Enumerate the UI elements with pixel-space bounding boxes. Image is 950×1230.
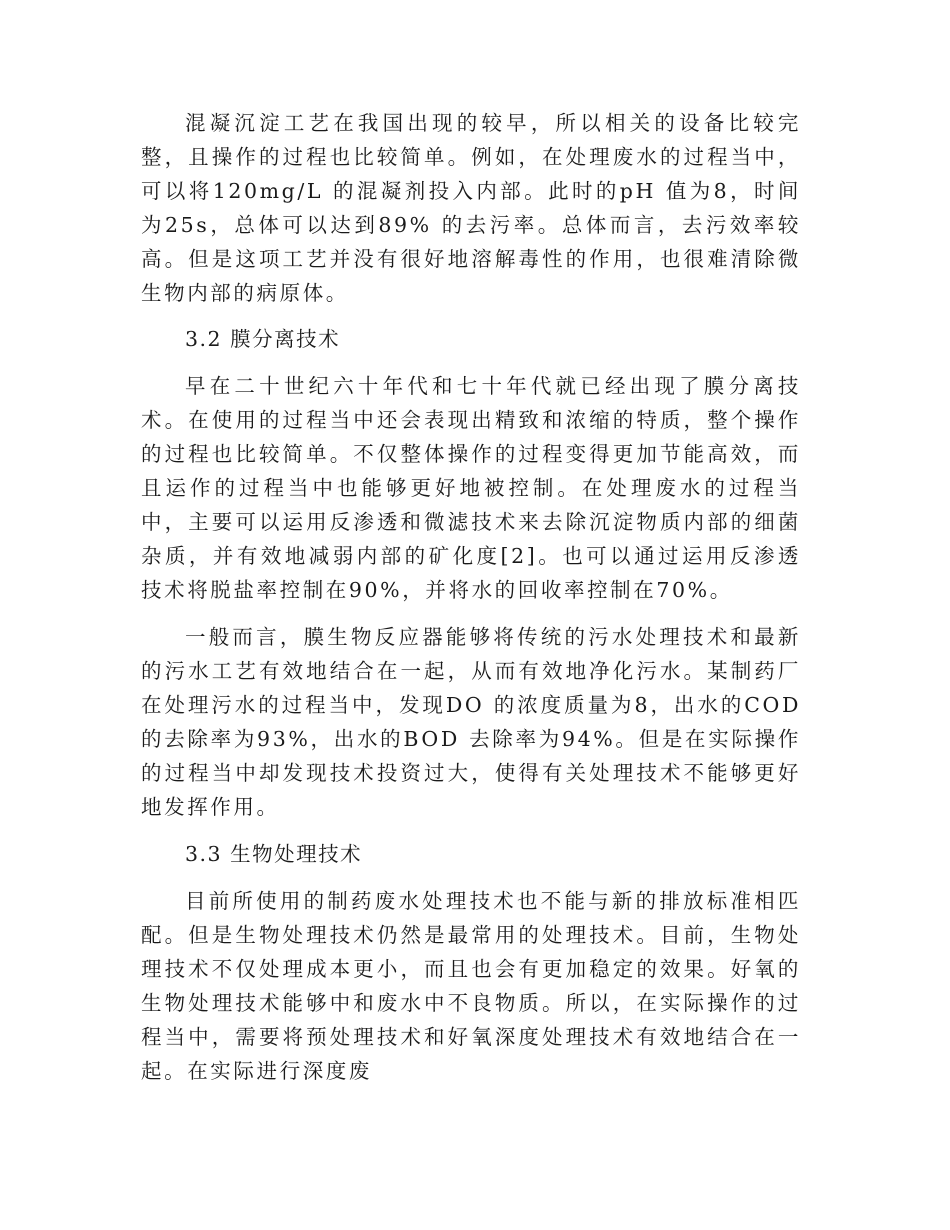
paragraph-membrane-separation: 早在二十世纪六十年代和七十年代就已经出现了膜分离技术。在使用的过程当中还会表现出精致和浓缩的特质，整个操作的过程也比较简单。不仅整体操作的过程变得更加节能高效，而且运作的过程当中也能够更好地被控制。在处理废水的过程当中，主要可以运用反渗透和微滤技术来去除沉淀物质内部的细菌杂质，并有效地减弱内部的矿化度[2]。也可以通过运用反渗透技术将脱盐率控制在90%，并将水的回收率控制在70%。 (141, 374, 801, 602)
section-heading-3-2: 3.2 膜分离技术 (185, 327, 341, 351)
document-page (141, 106, 801, 1088)
section-heading-3-3: 3.3 生物处理技术 (185, 842, 363, 866)
paragraph-biological-treatment: 目前所使用的制药废水处理技术也不能与新的排放标准相匹配。但是生物处理技术仍然是最常用的处理技术。目前，生物处理技术不仅处理成本更小，而且也会有更加稳定的效果。好氧的生物处理技术能够中和废水中不良物质。所以，在实际操作的过程当中，需要将预处理技术和好氧深度处理技术有效地结合在一起。在实际进行深度废 (141, 889, 801, 1083)
paragraph-membrane-bioreactor: 一般而言，膜生物反应器能够将传统的污水处理技术和最新的污水工艺有效地结合在一起，从而有效地净化污水。某制药厂在处理污水的过程当中，发现DO 的浓度质量为8，出水的COD 的去除率为93%，出水的BOD 去除率为94%。但是在实际操作的过程当中却发现技术投资过大，使得有关处理技术不能够更好地发挥作用。 (141, 625, 801, 819)
paragraph-coagulation-sedimentation: 混凝沉淀工艺在我国出现的较早，所以相关的设备比较完整，且操作的过程也比较简单。例如，在处理废水的过程当中，可以将120mg/L 的混凝剂投入内部。此时的pH 值为8，时间为25s，总体可以达到89% 的去污率。总体而言，去污效率较高。但是这项工艺并没有很好地溶解毒性的作用，也很难清除微生物内部的病原体。 (141, 111, 801, 305)
